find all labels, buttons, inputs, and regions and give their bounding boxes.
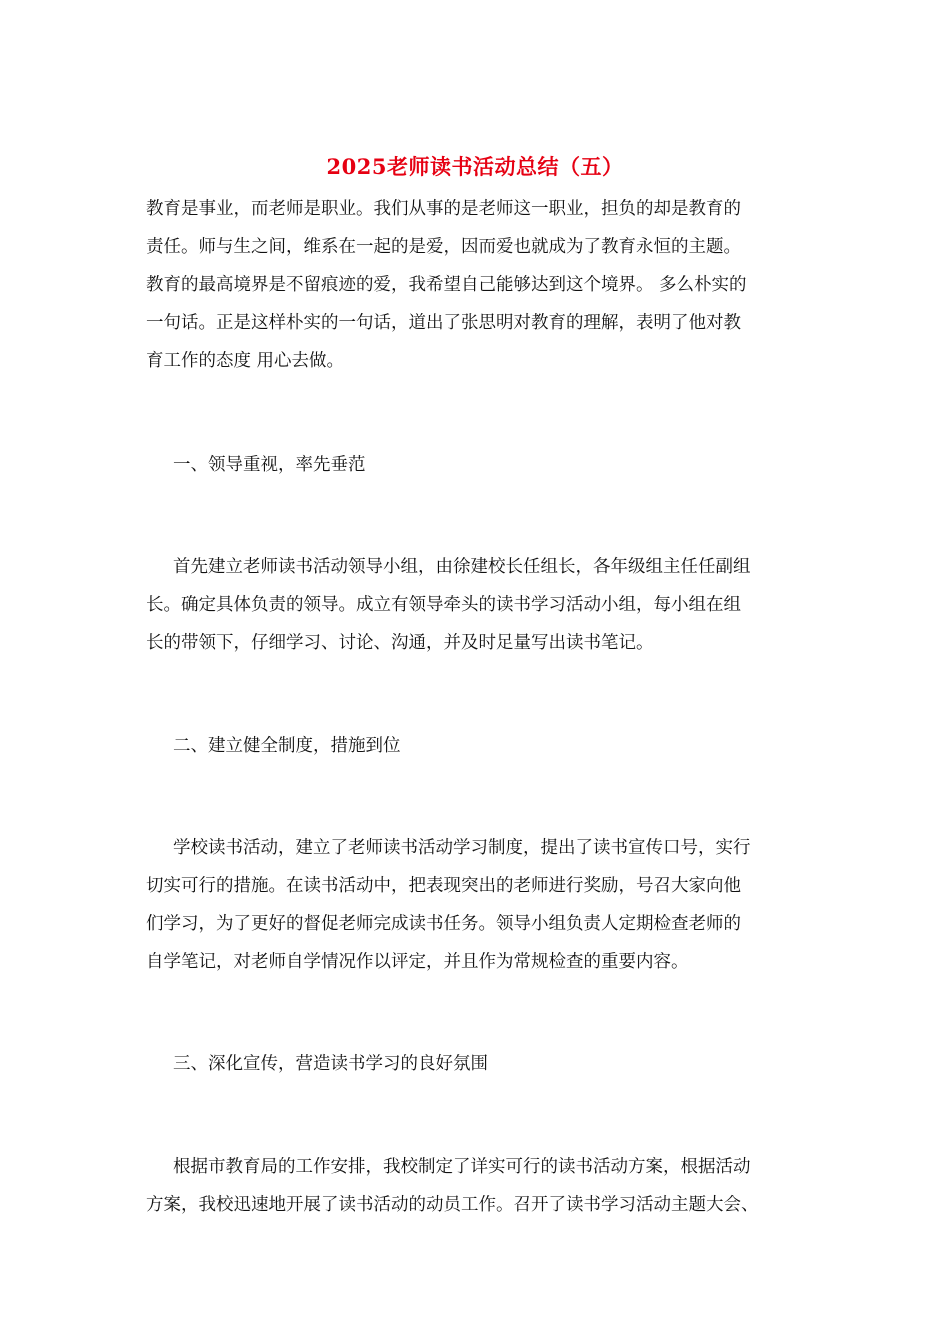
intro-line: 责任。师与生之间，维系在一起的是爱，因而爱也就成为了教育永恒的主题。	[146, 237, 741, 257]
paragraph-1	[146, 548, 810, 662]
paragraph-line: 长。确定具体负责的领导。成立有领导牵头的读书学习活动小组，每小组在组	[146, 595, 741, 615]
paragraph-2	[146, 829, 810, 981]
paragraph-line: 长的带领下，仔细学习、讨论、沟通，并及时足量写出读书笔记。	[146, 633, 654, 653]
section-heading-3	[146, 1045, 810, 1083]
paragraph-line: 方案，我校迅速地开展了读书活动的动员工作。召开了读书学习活动主题大会、	[146, 1195, 759, 1215]
document-title: 2025老师读书活动总结（五）	[326, 154, 624, 179]
section-heading-text: 三、深化宣传，营造读书学习的良好氛围	[173, 1054, 488, 1074]
section-heading-1	[146, 446, 810, 484]
paragraph-line: 根据市教育局的工作安排，我校制定了详实可行的读书活动方案，根据活动	[173, 1157, 751, 1177]
intro-line: 教育是事业，而老师是职业。我们从事的是老师这一职业，担负的却是教育的	[146, 199, 741, 219]
intro-line: 育工作的态度 用心去做。	[146, 351, 345, 371]
intro-line: 教育的最高境界是不留痕迹的爱，我希望自己能够达到这个境界。 多么朴实的	[146, 275, 747, 295]
paragraph-line: 首先建立老师读书活动领导小组，由徐建校长任组长，各年级组主任任副组	[173, 557, 751, 577]
section-heading-text: 一、领导重视，率先垂范	[173, 455, 366, 475]
paragraph-line: 学校读书活动，建立了老师读书活动学习制度，提出了读书宣传口号，实行	[173, 838, 751, 858]
intro-paragraph	[146, 190, 810, 380]
section-heading-2	[146, 727, 810, 765]
paragraph-line: 切实可行的措施。在读书活动中，把表现突出的老师进行奖励，号召大家向他	[146, 876, 741, 896]
paragraph-3	[146, 1148, 810, 1224]
paragraph-line: 自学笔记，对老师自学情况作以评定，并且作为常规检查的重要内容。	[146, 952, 689, 972]
intro-line: 一句话。正是这样朴实的一句话，道出了张思明对教育的理解，表明了他对教	[146, 313, 741, 333]
paragraph-line: 们学习，为了更好的督促老师完成读书任务。领导小组负责人定期检查老师的	[146, 914, 741, 934]
section-heading-text: 二、建立健全制度，措施到位	[173, 736, 401, 756]
